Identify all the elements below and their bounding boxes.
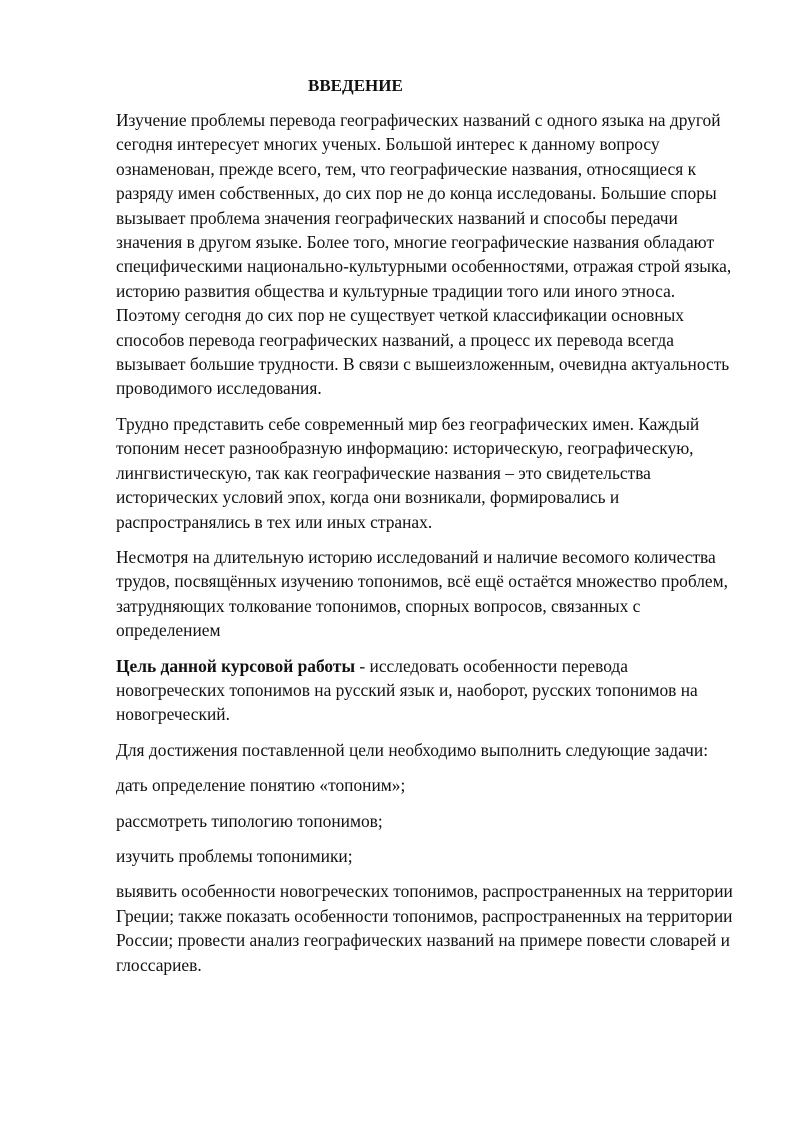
page-title: ВВЕДЕНИЕ [308,76,403,95]
task-item-3: изучить проблемы топонимики; [116,845,353,866]
intro-paragraph-2: Трудно представить себе современный мир без географических имен. Каждый топоним несет разнообразную информацию: историческую, географическую, лингвистическую, так как географические названия – это свидетельства исторических условий эпох, когда они возникали, формировались и распространялись в тех или иных странах. [116,413,700,532]
task-item-2: рассмотреть типологию топонимов; [116,810,383,831]
intro-paragraph-3: Несмотря на длительную историю исследований и наличие весомого количества трудов, посвящённых изучению топонимов, всё ещё остаётся множество проблем, затрудняющих толкование топонимов, спорных вопросов, связанных с определением [116,546,728,641]
task-item-4: выявить особенности новогреческих топонимов, распространенных на территории Греции; также показать особенности топонимов, распространенных на территории России; провести анализ географических названий на примере повести словарей и глоссариев. [116,881,733,975]
goal-label: Цель данной курсовой работы [116,655,356,676]
goal-text: - исследовать особенности перевода новогреческих топонимов на русский язык и, наоборот, русских топонимов на новогреческий. [116,655,698,725]
task-item-1: дать определение понятию «топоним»; [116,775,406,796]
document-page [116,74,736,988]
intro-paragraph-1: Изучение проблемы перевода географических названий с одного языка на другой сегодня интересует многих ученых. Большой интерес к данному вопросу ознаменован, прежде всего, тем, что географические названия, относящиеся к разряду имен собственных, до сих пор не до конца исследованы. Большие споры вызывает проблема значения географических названий и способы передачи значения в другом языке. Более того, многие географические названия обладают специфическими национально-культурными особенностями, отражая строй языка, историю развития общества и культурные традиции того или иного этноса. Поэтому сегодня до сих пор не существует четкой классификации основных способов перевода географических названий, а процесс их перевода всегда вызывает большие трудности. В связи с вышеизложенным, очевидна актуальность проводимого исследования. [116,110,732,399]
goal-paragraph [116,654,736,727]
tasks-intro: Для достижения поставленной цели необходимо выполнить следующие задачи: [116,739,709,760]
